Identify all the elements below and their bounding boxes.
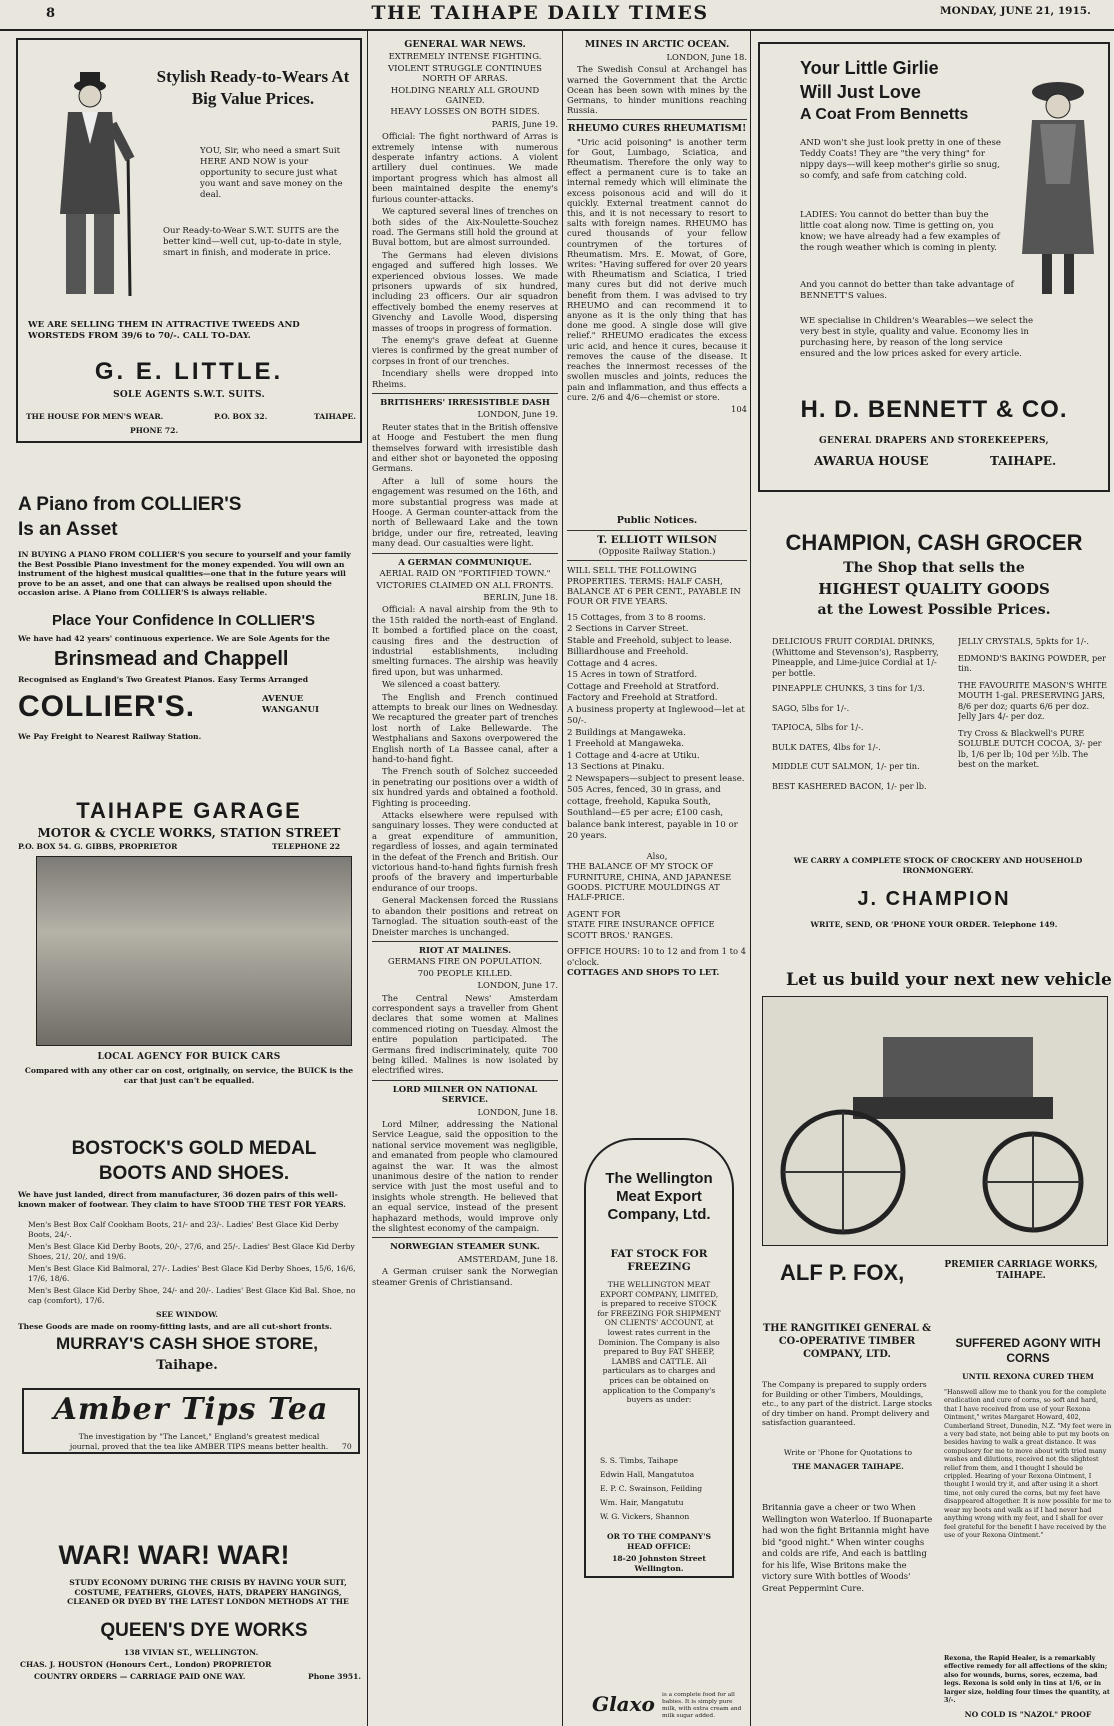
divider <box>372 1237 558 1238</box>
article-heading: LORD MILNER ON NATIONAL SERVICE. <box>392 1084 538 1106</box>
divider <box>567 560 747 561</box>
little-phone: PHONE 72. <box>130 426 179 435</box>
article-paragraph: Official: The fight northward of Arras is extremely intense with numerous desperate infantry actions. A violent artillery duel continues. We made important progress which has almost all been maintained despite the enemy's furious counter-attacks. <box>372 131 558 204</box>
glaxo-ad <box>584 1692 748 1724</box>
bostock-item: Men's Best Glace Kid Derby Shoe, 24/- and 20/-. Ladies' Best Glace Kid Bal. Shoe, no cap (comfort), 17/6. <box>28 1286 356 1305</box>
garage-box: P.O. BOX 54. G. GIBBS, PROPRIETOR <box>18 842 178 851</box>
little-footer-left: THE HOUSE FOR MEN'S WEAR. <box>26 412 164 421</box>
article-paragraph: The French south of Solchez succeeded in penetrating our positions over a width of six hundred yards and obtained a foothold. Fighting is proceeding. <box>372 766 558 808</box>
column-three-top <box>567 36 747 506</box>
list-item: EDMOND'S BAKING POWDER, per tin. <box>958 652 1106 673</box>
notice-balance: THE BALANCE OF MY STOCK OF FURNITURE, CHINA, AND JAPANESE GOODS. PICTURE MOULDINGS AT HALF-PRICE. <box>567 861 732 903</box>
little-footer-box: P.O. BOX 32. <box>214 412 268 421</box>
issue-date: MONDAY, JUNE 21, 1915. <box>940 5 1091 17</box>
article-paragraph: After a lull of some hours the engagement was resumed on the 16th, and more substantial progress was made at Hooge. A German counter-attack from the north of Bellewaard Lake and the town bridge, under our fire, retreated, leaving many dead. Our casualties were light. <box>372 475 558 549</box>
article-paragraph: The Germans had eleven divisions engaged and suffered high losses. We experienced obvious losses. We made prisoners upwards of six hundred, including 23 officers. Our air squadron effectively bombed the enemy reserves at Givenchy and Lavolle Wood, dispersing masses of troops in progress of formation. <box>372 249 558 333</box>
champion-left-list <box>772 636 952 791</box>
dateline: LONDON, June 18. <box>477 1106 558 1117</box>
bennett-address: AWARUA HOUSE <box>814 454 929 468</box>
meat-buyer: E. P. C. Swainson, Feilding <box>600 1484 703 1493</box>
dye-phone: Phone 3951. <box>308 1672 362 1681</box>
list-item: Stable and Freehold, subject to lease. <box>567 635 732 646</box>
rexona-nocold: NO COLD IS "NAZOL" PROOF <box>964 1710 1092 1719</box>
bennett-body-3: And you cannot do better than take advantage of BENNETT'S values. <box>800 280 1014 301</box>
garage-telephone: TELEPHONE 22 <box>272 842 341 851</box>
bennett-headline-2: Will Just Love <box>800 82 921 102</box>
champion-name: J. CHAMPION <box>857 888 1011 910</box>
notice-name: T. ELLIOTT WILSON <box>597 534 717 547</box>
column-rule <box>750 31 751 1726</box>
glaxo-body: is a complete food for all babies. It is simply pure milk, with extra cream and milk sugar added. <box>662 1692 742 1719</box>
dye-address: 138 VIVIAN ST., WELLINGTON. <box>124 1648 259 1657</box>
dye-name: QUEEN'S DYE WORKS <box>100 1620 308 1641</box>
rexona-headline: SUFFERED AGONY WITH CORNS <box>955 1336 1101 1365</box>
fox-sub: PREMIER CARRIAGE WORKS, TAIHAPE. <box>944 1260 1098 1281</box>
timber-ad <box>758 1322 936 1502</box>
notice-cottages: COTTAGES AND SHOPS TO LET. <box>567 966 720 977</box>
article-subheading: VICTORIES CLAIMED ON ALL FRONTS. <box>376 580 554 591</box>
rheumo-heading: RHEUMO CURES RHEUMATISM! <box>567 123 747 135</box>
timber-heading: THE RANGITIKEI GENERAL & CO-OPERATIVE TIMBER COMPANY, LTD. <box>762 1323 932 1360</box>
article-paragraph: The Central News' Amsterdam correspondent says a traveller from Ghent declares that some women at Malines commenced rioting on Tuesday. Almost the entire population participated. The Germans fired indiscriminately, quite 700 being killed. Malines is now isolated by electrified wires. <box>372 992 558 1076</box>
list-item: 2 Newspapers—subject to present lease. <box>567 773 745 784</box>
public-notices-heading: Public Notices. <box>616 515 698 526</box>
champion-order: WRITE, SEND, OR 'PHONE YOUR ORDER. Telephone 149. <box>810 920 1058 929</box>
champion-sub-2: HIGHEST QUALITY GOODS <box>818 580 1050 598</box>
newspaper-title: THE TAIHAPE DAILY TIMES <box>371 2 709 24</box>
bostock-town: Taihape. <box>156 1358 218 1373</box>
collier-years: We have had 42 years' continuous experience. We are Sole Agents for the <box>18 634 330 643</box>
rexona-healer: Rexona, the Rapid Healer, is a remarkably effective remedy for all affections of the skin; also for wounds, burns, sores, eczema, bad legs. Rexona is sold only in tins at 1/6, or in larger size, holding four times the quantity, at 3/-. <box>944 1654 1110 1705</box>
meat-buyer: Wm. Hair, Mangatutu <box>600 1498 684 1507</box>
meat-address: 18-20 Johnston Street Wellington. <box>612 1554 706 1573</box>
list-item: A business property at Inglewood—let at 50/-. <box>567 704 745 727</box>
collier-headline-2: Is an Asset <box>18 519 118 540</box>
article-subheading: GERMANS FIRE ON POPULATION. <box>387 957 543 968</box>
article-subheading: 700 PEOPLE KILLED. <box>417 968 513 979</box>
article-paragraph: The enemy's grave defeat at Guenne vieres is confirmed by the great number of corpses in front of our trenches. <box>372 334 558 366</box>
arctic-heading: MINES IN ARCTIC OCEAN. <box>584 39 730 50</box>
collier-body: IN BUYING A PIANO FROM COLLIER'S you secure to yourself and your family the Best Possible Piano investment for the money expended. You will own an instrument of the highest musical qualities—one that in the future years will prove to be an asset, and one that can always be realised upon should the occasion arise. A Piano from COLLIER'S is always reliable. <box>18 550 351 598</box>
property-list <box>567 613 747 843</box>
bostock-item: Men's Best Box Calf Cookham Boots, 21/- and 23/-. Ladies' Best Glace Kid Derby Boots, 24/-. <box>28 1220 339 1239</box>
dateline: LONDON, June 17. <box>477 980 558 991</box>
dateline: LONDON, June 19. <box>477 409 558 420</box>
bostock-store: MURRAY'S CASH SHOE STORE, <box>56 1334 318 1353</box>
dateline: PARIS, June 19. <box>491 118 558 129</box>
dye-ad <box>14 1540 364 1726</box>
arctic-body: The Swedish Consul at Archangel has warned the Government that the Arctic Ocean has been sown with mines by the Germans, to hinder munitions reaching Russia. <box>567 64 747 116</box>
article-paragraph: Reuter states that in the British offensive at Hooge and Festubert the men flung themselves forward with irresistible dash and either shot or bayoneted the opposing Germans. <box>372 421 558 474</box>
meat-buyer: Edwin Hall, Mangatutoa <box>600 1470 695 1479</box>
article-paragraph: Official: A naval airship from the 9th to the 15th raided the north-east of England. It bombed a fortified place on the coast, causing fires and the destruction of industrial establishments, including smelting furnaces. The airship was heavily fired upon, but was unharmed. <box>372 604 558 677</box>
timber-body: The Company is prepared to supply orders for Building or other Timbers, Mouldings, etc., to any part of the district. Large stocks of dry timber on hand. Prompt delivery and satisfaction guaranteed. <box>762 1380 932 1428</box>
page-number: 8 <box>46 6 56 21</box>
bennett-ad <box>758 42 1110 492</box>
meat-or: OR TO THE COMPANY'S HEAD OFFICE: <box>606 1532 712 1551</box>
article-subheading: AERIAL RAID ON "FORTIFIED TOWN." <box>379 569 551 580</box>
carriage-illustration <box>762 996 1108 1246</box>
bennett-headline-3: A Coat From Bennetts <box>800 106 969 123</box>
bostock-see: SEE WINDOW. <box>156 1310 218 1319</box>
masthead-rule <box>0 29 1114 31</box>
war-news-sub: VIOLENT STRUGGLE CONTINUES NORTH OF ARRAS. <box>388 63 542 85</box>
divider <box>372 393 558 394</box>
divider <box>372 941 558 942</box>
rexona-ad <box>942 1336 1114 1726</box>
list-item: Cottage and Freehold at Stratford. <box>567 681 719 692</box>
divider <box>372 553 558 554</box>
bennett-body: AND won't she just look pretty in one of these Teddy Coats! They are "the very thing" for nippy days—will keep mother's girlie so snug, so comfy, and safe from catching cold. <box>800 138 1001 181</box>
timber-manager: THE MANAGER TAIHAPE. <box>792 1462 904 1471</box>
collier-recognised: Recognised as England's Two Greatest Pianos. Easy Terms Arranged <box>18 675 309 684</box>
list-item: 15 Acres in town of Stratford. <box>567 670 698 681</box>
list-item: SAGO, 5lbs for 1/-. <box>772 702 850 713</box>
divider <box>567 119 747 120</box>
garage-compare: Compared with any other car on cost, originally, on service, the BUICK is the car that just can't be equalled. <box>24 1066 354 1085</box>
meat-title: The Wellington Meat Export Company, Ltd. <box>605 1170 713 1223</box>
notice-agent: AGENT FOR <box>567 908 621 919</box>
list-item: PINEAPPLE CHUNKS, 3 tins for 1/3. <box>772 683 925 693</box>
list-item: 2 Buildings at Mangaweka. <box>567 727 686 738</box>
article-paragraph: General Mackensen forced the Russians to abandon their positions and retreat on Tarnoglad. The situation south-east of the Dneister marches is unchanged. <box>372 895 558 937</box>
bostock-ad <box>14 1136 364 1380</box>
public-notices <box>567 512 747 1122</box>
little-ad <box>16 38 362 443</box>
list-item: Factory and Freehold at Stratford. <box>567 693 718 704</box>
vehicle-ad <box>756 970 1114 1306</box>
timber-write: Write or 'Phone for Quotations to <box>783 1448 913 1457</box>
little-selling: WE ARE SELLING THEM IN ATTRACTIVE TWEEDS AND WORSTEDS FROM 39/6 to 70/-. CALL TO-DAY. <box>28 320 300 341</box>
list-item: THE FAVOURITE MASON'S WHITE MOUTH 1-gal. PRESERVING JARS, 8/6 per doz; quarts 6/6 per doz. Jelly Jars 4/- per doz. <box>958 679 1107 721</box>
meat-export-ad <box>584 1138 734 1578</box>
garage-agency: LOCAL AGENCY FOR BUICK CARS <box>97 1052 281 1062</box>
list-item: 1 Cottage and 4-acre at Utiku. <box>567 750 700 761</box>
article-paragraph: We captured several lines of trenches on both sides of the Aix-Noulette-Souchez road. The Germans still hold the ground at Buval bottom, but are almost surrounded. <box>372 206 558 248</box>
bennett-headline: Your Little Girlie <box>800 58 939 78</box>
champion-sub: The Shop that sells the <box>843 560 1025 576</box>
list-item: Cottage and 4 acres. <box>567 658 658 669</box>
dye-orders: COUNTRY ORDERS — CARRIAGE PAID ONE WAY. <box>34 1672 246 1681</box>
meat-buyer: S. S. Timbs, Taihape <box>600 1456 679 1465</box>
list-item: BULK DATES, 4lbs for 1/-. <box>772 741 881 752</box>
collier-confidence: Place Your Confidence In COLLIER'S <box>52 612 316 629</box>
bennett-body-4: WE specialise in Children's Wearables—we select the very best in style, quality and value. Economy lies in purchasing here, by reason of the long service ensured and the low prices asked for every article. <box>800 316 1034 359</box>
notice-also: Also, <box>646 850 668 861</box>
amber-number: 70 <box>342 1442 352 1451</box>
little-body-2: Our Ready-to-Wear S.W.T. SUITS are the better kind—well cut, up-to-date in style, smart in finish, and moderate in price. <box>163 226 342 258</box>
war-news-sub: HEAVY LOSSES ON BOTH SIDES. <box>390 107 540 118</box>
bostock-item: Men's Best Glace Kid Balmoral, 27/-. Ladies' Best Glace Kid Derby Shoes, 15/6, 16/6, 17/6, 18/6. <box>28 1264 356 1283</box>
list-item: 505 Acres, fenced, 30 in grass, and cottage, freehold, Kapuka South, Southland—£5 per acre; £100 cash, balance bank interest, payable in 10 or 20 years. <box>567 785 738 842</box>
article-paragraph: Lord Milner, addressing the National Service League, said the opposition to the national service movement was negligible, and emanated from people who clamoured against the war. It was the almost unanimous desire of the nation to render service with just the most useful and to insights whole strength. He believed that an equal service, instead of the present haphazard methods, would improve only the slightest economy of the campaign. <box>372 1119 558 1234</box>
bostock-footnote: These Goods are made on roomy-fitting lasts, and are all cut-short fronts. <box>18 1322 332 1331</box>
notice-location: (Opposite Railway Station.) <box>598 545 716 556</box>
bennett-sub: GENERAL DRAPERS AND STOREKEEPERS, <box>819 436 1049 446</box>
list-item: TAPIOCA, 5lbs for 1/-. <box>772 722 864 732</box>
collier-name: COLLIER'S. <box>18 690 196 723</box>
dateline: BERLIN, June 18. <box>483 591 558 602</box>
meat-sub: FAT STOCK FOR FREEZING <box>610 1248 708 1273</box>
amber-ad <box>22 1388 360 1454</box>
champion-right-list <box>958 636 1108 770</box>
dye-headline: WAR! WAR! WAR! <box>58 1540 290 1570</box>
peppermint-ad <box>758 1502 936 1702</box>
peppermint-body: Britannia gave a cheer or two When Wellington won Waterloo. If Buonaparte had won the fight Britannia might have bid "good night." When winter coughs and colds are rife, And each is battling for his life, Wise Britons make the victory sure With bottles of Woods' Great Peppermint Cure. <box>762 1502 933 1593</box>
list-item: JELLY CRYSTALS, 5pkts for 1/-. <box>958 636 1090 646</box>
garage-sub: MOTOR & CYCLE WORKS, STATION STREET <box>37 826 341 840</box>
garage-ad <box>16 798 362 1098</box>
list-item: BEST KASHERED BACON, 1/- per lb. <box>772 780 927 791</box>
rexona-body: "Hanswell allow me to thank you for the complete eradication and cure of corns, so soft and hard, that I have received from use of your Rexona Ointment," writes Margaret Howard, 402, Cumberland Street, Dunedin, N.Z. "My feet were in a very bad state, not being able to put my boots on besides having to walk a great distance. It was compulsory for me to move about with tried many washes and dilutions, received not the slightest relief from them, and I thought I should be crippled. Hearing of your Rexona Ointment, I thought I would try it, and after using it a short time, not only cured the corns, but my feet have disappeared altogether. It is now possible for me to wear my boots and walk as if I had never had anything wrong with my feet, and I shall for ever feel grateful for the benefit I have received by the use of your Rexona Ointment." <box>944 1388 1112 1539</box>
bostock-item: Men's Best Glace Kid Derby Boots, 20/-, 27/6, and 25/-. Ladies' Best Glace Kid Derby Shoes, 21/, 20/, and 19/6. <box>28 1242 355 1261</box>
champion-ad <box>758 530 1110 948</box>
article-paragraph: The English and French continued attempts to break our lines on Wednesday. We recaptured the greater part of trenches lost north of Lake Bellewarde. The Westphalians and Saxons overpowered the English north of La Bassee canal, after a hand-to-hand fight. <box>372 691 558 764</box>
war-news-sub: HOLDING NEARLY ALL GROUND GAINED. <box>390 85 540 107</box>
collier-address: AVENUE WANGANUI <box>262 694 320 715</box>
list-item: 15 Cottages, from 3 to 8 rooms. <box>567 612 706 623</box>
rheumo-body: "Uric acid poisoning" is another term for Gout, Lumbago, Sciatica, and Rheumatism. Therefore the only way to effect a permanent cure is to take an internal remedy which will eliminate the excess poisonous acid and will do it quickly. External treatment cannot do this, and it is not necessary to resort to salts with foreign names. RHEUMO has cured thousands of your fellow countrymen of the tortures of Rheumatism. Mrs. E. Mowat, of Gore, writes: "Having suffered for over 20 years with Rheumatism and Sciatica, I tried many cures but did not derive much benefit from them. I was advised to try RHEUMO and can recommend it to anyone as it is the only thing that has done me good. A single dose will give relief." RHEUMO eradicates the excess uric acid, and hence it cures, because it removes the cause of the disease. It reaches the innermost recesses of the swollen muscles and joints, reduces the pain and inflammation, and thus effects a cure. 2/6 and 4/6—chemist or store. <box>567 136 747 402</box>
glaxo-name: Glaxo <box>592 1692 655 1716</box>
war-news-sub: EXTREMELY INTENSE FIGHTING. <box>388 52 542 63</box>
article-paragraph: A German cruiser sank the Norwegian steamer Grenis of Christiansand. <box>372 1266 558 1287</box>
list-item: MIDDLE CUT SALMON, 1/- per tin. <box>772 761 920 771</box>
man-illustration <box>30 64 150 304</box>
little-headline: Stylish Ready-to-Wears At Big Value Prices. <box>156 67 350 108</box>
champion-crockery: WE CARRY A COMPLETE STOCK OF CROCKERY AND HOUSEHOLD IRONMONGERY. <box>793 856 1083 875</box>
collier-brands: Brinsmead and Chappell <box>54 648 289 670</box>
rheumo-number: 104 <box>731 403 747 414</box>
vehicle-headline: Let us build your next new vehicle <box>786 970 1112 990</box>
divider <box>567 530 747 531</box>
amber-body: The investigation by "The Lancet," England's greatest medical journal, proved that the tea like AMBER TIPS means better health. <box>69 1432 329 1451</box>
article-paragraph: Attacks elsewhere were repulsed with sanguinary losses. They were conducted at a great expenditure of ammunition, regardless of losses, and again terminated in the defeat of the French and British. Our victorious hand-to-hand fights furnish fresh proofs of the bravery and imperturbable endurance of our troops. <box>372 810 558 893</box>
article-heading: RIOT AT MALINES. <box>418 945 512 956</box>
article-paragraph: Incendiary shells were dropped into Rheims. <box>372 368 558 389</box>
collier-freight: We Pay Freight to Nearest Railway Station. <box>18 732 202 741</box>
list-item: DELICIOUS FRUIT CORDIAL DRINKS, (Whittome and Stevenson's), Raspberry, Pineapple, and Lime-juice Cordial at 1/- per bottle. <box>772 636 939 678</box>
list-item: Try Cross & Blackwell's PURE SOLUBLE DUTCH COCOA, 3/- per lb, 1/6 per lb; 10d per ½lb. The best on the market. <box>958 727 1102 769</box>
bostock-intro: We have just landed, direct from manufacturer, 36 dozen pairs of this well-known maker of footwear. They claim to have STOOD THE TEST FOR YEARS. <box>18 1190 346 1209</box>
meat-body: THE WELLINGTON MEAT EXPORT COMPANY, LIMITED, is prepared to receive STOCK for FREEZING FOR SHIPMENT ON CLIENTS' ACCOUNT, at lowest rates current in the Dominion. The Company is also prepared to Buy FAT SHEEP, LAMBS and CATTLE. All particulars as to charges and prices can be obtained on application to the Company's buyers as under: <box>597 1280 721 1405</box>
war-news-column <box>372 36 558 1726</box>
rexona-sub: UNTIL REXONA CURED THEM <box>962 1372 1094 1381</box>
article-heading: BRITISHERS' IRRESISTIBLE DASH <box>380 398 550 408</box>
bennett-town: TAIHAPE. <box>990 454 1057 468</box>
dateline: LONDON, June 18. <box>666 52 747 63</box>
war-news-heading: GENERAL WAR NEWS. <box>404 39 526 50</box>
list-item: 2 Sections in Carver Street. <box>567 624 689 635</box>
list-item: Billiardhouse and Freehold. <box>567 647 689 658</box>
column-rule <box>367 31 368 1726</box>
notice-hours: OFFICE HOURS: 10 to 12 and from 1 to 4 o'clock. <box>567 946 746 967</box>
article-heading: NORWEGIAN STEAMER SUNK. <box>390 1242 540 1253</box>
amber-headline: Amber Tips Tea <box>53 1392 329 1427</box>
champion-headline: CHAMPION, CASH GROCER <box>785 530 1083 555</box>
article-paragraph: We silenced a coast battery. <box>382 679 501 690</box>
little-body: YOU, Sir, who need a smart Suit HERE AND NOW is your opportunity to secure just what you want and save money on the deal. <box>200 146 343 200</box>
girl-illustration <box>1010 64 1106 314</box>
notice-agencies: STATE FIRE INSURANCE OFFICE SCOTT BROS.' RANGES. <box>567 919 715 940</box>
champion-sub-3: at the Lowest Possible Prices. <box>817 602 1051 618</box>
dye-proprietor: CHAS. J. HOUSTON (Honours Cert., London) PROPRIETOR <box>20 1660 272 1669</box>
garage-headline: TAIHAPE GARAGE <box>76 798 302 823</box>
little-footer-right: TAIHAPE. <box>314 412 356 421</box>
collier-ad <box>14 494 364 784</box>
bennett-body-2: LADIES: You cannot do better than buy the little coat along now. Time is getting on, you know; we have already had a few examples of the rough weather which is coming in plenty. <box>800 210 1000 253</box>
dye-body: STUDY ECONOMY DURING THE CRISIS BY HAVING YOUR SUIT, COSTUME, FEATHERS, GLOVES, HATS, DRAPERY HANGINGS, CLEANED OR DYED BY THE LATEST LONDON METHODS AT THE <box>67 1578 349 1607</box>
meat-buyer: W. G. Vickers, Shannon <box>600 1512 690 1521</box>
notice-intro: WILL SELL THE FOLLOWING PROPERTIES. TERMS: HALF CASH, BALANCE AT 6 PER CENT., PAYABLE IN FOUR OR FIVE YEARS. <box>567 565 741 607</box>
dateline: AMSTERDAM, June 18. <box>457 1253 558 1264</box>
little-name: G. E. LITTLE. <box>94 358 284 385</box>
garage-photo <box>36 856 352 1046</box>
fox-name: ALF P. FOX, <box>780 1260 905 1285</box>
divider <box>372 1080 558 1081</box>
collier-headline: A Piano from COLLIER'S <box>18 494 242 515</box>
article-heading: A GERMAN COMMUNIQUE. <box>398 557 532 568</box>
bennett-name: H. D. BENNETT & CO. <box>800 396 1068 423</box>
column-rule <box>562 31 563 1726</box>
little-agents: SOLE AGENTS S.W.T. SUITS. <box>113 390 265 400</box>
masthead <box>0 0 1114 30</box>
list-item: 13 Sections at Pinaku. <box>567 762 665 773</box>
list-item: 1 Freehold at Mangaweka. <box>567 739 685 750</box>
bostock-headline: BOSTOCK'S GOLD MEDAL BOOTS AND SHOES. <box>71 1138 317 1184</box>
